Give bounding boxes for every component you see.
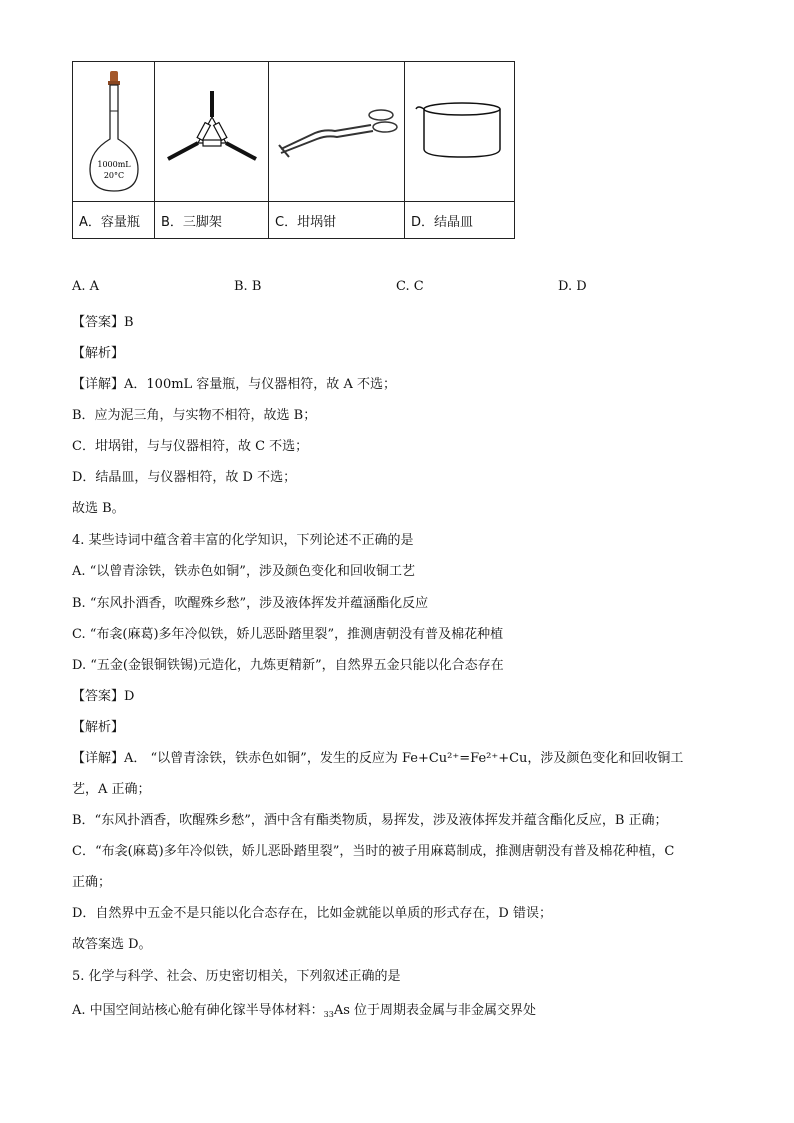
flask-volume-label: 1000mL <box>96 159 131 169</box>
q3-detail-line-3: C．坩埚钳，与与仪器相符，故 C 不选； <box>72 439 309 454</box>
detail-tag: 【详解】 <box>72 751 125 766</box>
instrument-table <box>72 61 515 239</box>
q4-detail-line-6: D．自然界中五金不是只能以化合态存在，比如金就能以单质的形式存在，D 错误； <box>72 906 552 921</box>
detail-text: A．100mL 容量瓶，与仪器相符，故 A 不选； <box>124 377 396 392</box>
q3-option-a: A. A <box>72 279 100 294</box>
q5-stem: 5. 化学与科学、社会、历史密切相关，下列叙述正确的是 <box>72 969 401 984</box>
caption-b: B．三脚架 <box>155 202 269 239</box>
q5-option-a <box>72 999 536 1019</box>
q4-stem: 4. 某些诗词中蕴含着丰富的化学知识，下列论述不正确的是 <box>72 533 414 548</box>
crucible-tongs-cell <box>269 62 405 202</box>
q4-detail-line-3: B．“东风扑酒香，吹醒殊乡愁”，酒中含有酯类物质，易挥发，涉及液体挥发并蕴含酯化反应，B 正确； <box>72 813 668 828</box>
crucible-tongs-icon <box>275 97 399 167</box>
caption-c: C．坩埚钳 <box>269 202 405 239</box>
analysis-tag: 【解析】 <box>72 720 125 735</box>
volumetric-flask-icon <box>84 67 144 197</box>
q4-detail-line-4: C．“布衾(麻葛)多年冷似铁，娇儿恶卧踏里裂”，当时的被子用麻葛制成，推测唐朝没有普及棉花种植，C <box>72 844 675 859</box>
caption-a: A．容量瓶 <box>73 202 155 239</box>
analysis-tag: 【解析】 <box>72 346 125 361</box>
answer-value: B <box>124 315 134 330</box>
crystallizing-dish-icon <box>412 97 508 167</box>
element-symbol: As <box>333 1003 350 1018</box>
q4-detail-line-5: 正确； <box>72 875 112 890</box>
q3-conclusion: 故选 B。 <box>72 501 125 516</box>
q4-conclusion: 故答案选 D。 <box>72 937 152 952</box>
q4-option-c: C. “布衾(麻葛)多年冷似铁，娇儿恶卧踏里裂”，推测唐朝没有普及棉花种植 <box>72 627 504 642</box>
answer-value: D <box>124 689 135 704</box>
q4-option-d: D. “五金(金银铜铁锡)元造化，九炼更精新”，自然界五金只能以化合态存在 <box>72 658 504 673</box>
q3-option-c: C. C <box>396 279 424 294</box>
q4-detail-line-2: 艺，A 正确； <box>72 782 151 797</box>
q4-option-b: B. “东风扑酒香，吹醒殊乡愁”，涉及液体挥发并蕴涵酯化反应 <box>72 596 429 611</box>
flask-temp-label: 20°C <box>103 170 124 180</box>
q3-option-d: D. D <box>558 279 587 294</box>
q4-answer-line <box>72 685 134 704</box>
q5-option-a-prefix: A. 中国空间站核心舱有砷化镓半导体材料： <box>72 1003 324 1018</box>
detail-tag: 【详解】 <box>72 377 125 392</box>
answer-tag: 【答案】 <box>72 689 125 704</box>
evaporating-dish-cell <box>405 62 515 202</box>
q4-detail-line-1 <box>72 747 683 766</box>
q3-detail-line-4: D．结晶皿，与仪器相符，故 D 不选； <box>72 470 297 485</box>
q4-option-a: A. “以曾青涂铁，铁赤色如铜”，涉及颜色变化和回收铜工艺 <box>72 564 415 579</box>
q3-option-b: B. B <box>234 279 262 294</box>
clay-triangle-cell <box>155 62 269 202</box>
answer-tag: 【答案】 <box>72 315 125 330</box>
q3-detail-line-1 <box>72 373 396 392</box>
detail-text: A． “以曾青涂铁，铁赤色如铜”，发生的反应为 Fe+Cu²⁺=Fe²⁺+Cu，涉及颜色变化和回收铜工 <box>124 751 684 766</box>
clay-triangle-icon <box>160 87 264 177</box>
q5-option-a-suffix: 位于周期表金属与非金属交界处 <box>349 1003 537 1018</box>
q3-answer-line <box>72 311 134 330</box>
q3-detail-line-2: B．应为泥三角，与实物不相符，故选 B； <box>72 408 317 423</box>
caption-d: D．结晶皿 <box>405 202 515 239</box>
volumetric-flask-cell <box>73 62 155 202</box>
atomic-number: 33 <box>323 1010 334 1019</box>
